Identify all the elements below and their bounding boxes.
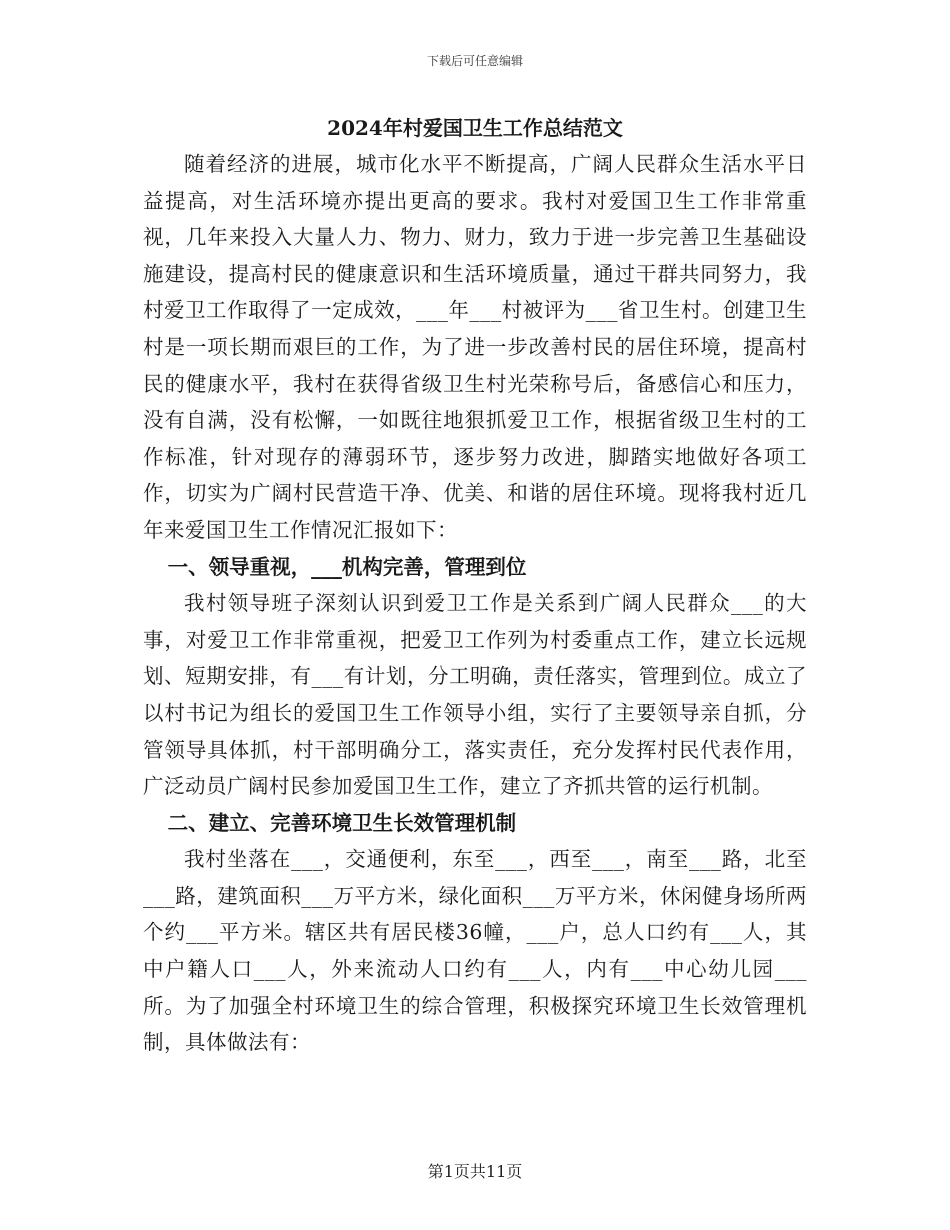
section-2-heading: 二、建立、完善环境卫生长效管理机制 [167,810,517,835]
document-body [143,110,807,1061]
header-note: 下载后可任意编辑 [426,54,523,68]
section-1-heading: 一、领导重视，___机构完善，管理到位 [167,554,527,579]
intro-paragraph: 随着经济的进展，城市化水平不断提高，广阔人民群众生活水平日益提高，对生活环境亦提出更高的要求。我村对爱国卫生工作非常重视，几年来投入大量人力、物力、财力，致力于进一步完善卫生基础设施建设，提高村民的健康意识和生活环境质量，通过干群共同努力，我村爱卫工作取得了一定成效，___年___村被评为___省卫生村。创建卫生村是一项长期而艰巨的工作，为了进一步改善村民的居住环境，提高村民的健康水平，我村在获得省级卫生村光荣称号后，备感信心和压力，没有自满，没有松懈，一如既往地狠抓爱卫工作，根据省级卫生村的工作标准，针对现存的薄弱环节，逐步努力改进，脚踏实地做好各项工作，切实为广阔村民营造干净、优美、和谐的居住环境。现将我村近几年来爱国卫生工作情况汇报如下： [143,152,807,542]
document-title: 2024年村爱国卫生工作总结范文 [327,116,623,140]
page-number: 第1页共11页 [427,1162,523,1181]
section-1-paragraph: 我村领导班子深刻认识到爱卫工作是关系到广阔人民群众___的大事，对爱卫工作非常重视，把爱卫工作列为村委重点工作，建立长远规划、短期安排，有___有计划，分工明确，责任落实，管理到位。成立了以村书记为组长的爱国卫生工作领导小组，实行了主要领导亲自抓，分管领导具体抓，村干部明确分工，落实责任，充分发挥村民代表作用，广泛动员广阔村民参加爱国卫生工作，建立了齐抓共管的运行机制。 [143,591,807,799]
section-2-paragraph: 我村坐落在___，交通便利，东至___，西至___，南至___路，北至___路，建筑面积___万平方米，绿化面积___万平方米，休闲健身场所两个约___平方米。辖区共有居民楼36幢，___户，总人口约有___人，其中户籍人口___人，外来流动人口约有___人，内有___中心幼儿园___所。为了加强全村环境卫生的综合管理，积极探究环境卫生长效管理机制，具体做法有： [143,847,807,1055]
